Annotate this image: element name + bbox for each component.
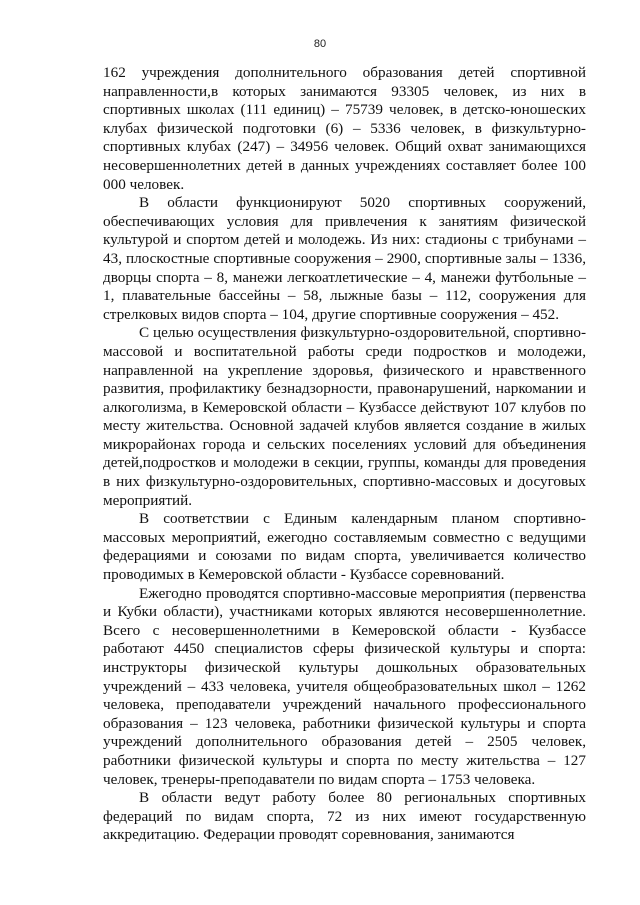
paragraph-specialists: Ежегодно проводятся спортивно-массовые мероприятия (первенства и Кубки области), участниками которых являются несовершеннолетние. Всего с несовершеннолетними в Кемеровской области - Кузбассе работают 4450 специалистов сферы физической культуры и спорта: инструкторы физической культуры дошкольных образовательных учреждений – 433 человека, учителя общеобразовательных школ – 1262 человека, преподаватели учреждений начального профессионального образования – 123 человека, работники физической культуры и спорта учреждений дополнительного образования детей – 2505 человек, работники физической культуры и спорта по месту жительства – 127 человек, тренеры-преподаватели по видам спорта – 1753 человека. — [103, 584, 586, 788]
paragraph-sport-facilities: В области функционируют 5020 спортивных сооружений, обеспечивающих условия для привлечения к занятиям физической культурой и спортом детей и молодежь. Из них: стадионы с трибунами – 43, плоскостные спортивные сооружения – 2900, спортивные залы – 1336, дворцы спорта – 8, манежи легкоатлетические – 4, манежи футбольные – 1, плавательные бассейны – 58, лыжные базы – 112, сооружения для стрелковых видов спорта – 104, другие спортивные сооружения – 452. — [103, 194, 586, 323]
paragraph-federations: В области ведут работу более 80 региональных спортивных федераций по видам спорта, 72 из них имеют государственную аккредитацию. Федерации проводят соревнования, занимаются — [103, 789, 586, 844]
page-number: 80 — [313, 38, 327, 50]
paragraph-calendar-plan: В соответствии с Единым календарным планом спортивно-массовых мероприятий, ежегодно составляемым совместно с ведущими федерациями и союзами по видам спорта, увеличивается количество проводимых в Кемеровской области - Кузбассе соревнований. — [103, 510, 586, 584]
paragraph-residential-clubs: С целью осуществления физкультурно-оздоровительной, спортивно-массовой и воспитательной работы среди подростков и молодежи, направленной на укрепление здоровья, физического и нравственного развития, профилактику безнадзорности, правонарушений, наркомании и алкоголизма, в Кемеровской области – Кузбассе действуют 107 клубов по месту жительства. Основной задачей клубов является создание в жилых микрорайонах города и сельских поселениях условий для объединения детей,подростков и молодежи в секции, группы, команды для проведения в них физкультурно-оздоровительных, спортивно-массовых и досуговых мероприятий. — [103, 324, 586, 509]
paragraph-sport-schools: 162 учреждения дополнительного образования детей спортивной направленности,в которых занимаются 93305 человек, из них в спортивных школах (111 единиц) – 75739 человек, в детско-юношеских клубах физической подготовки (6) – 5336 человек, в физкультурно-спортивных клубах (247) – 34956 человек. Общий охват занимающихся несовершеннолетних детей в данных учреждениях составляет более 100 000 человек. — [103, 64, 586, 193]
body-text — [103, 64, 586, 845]
